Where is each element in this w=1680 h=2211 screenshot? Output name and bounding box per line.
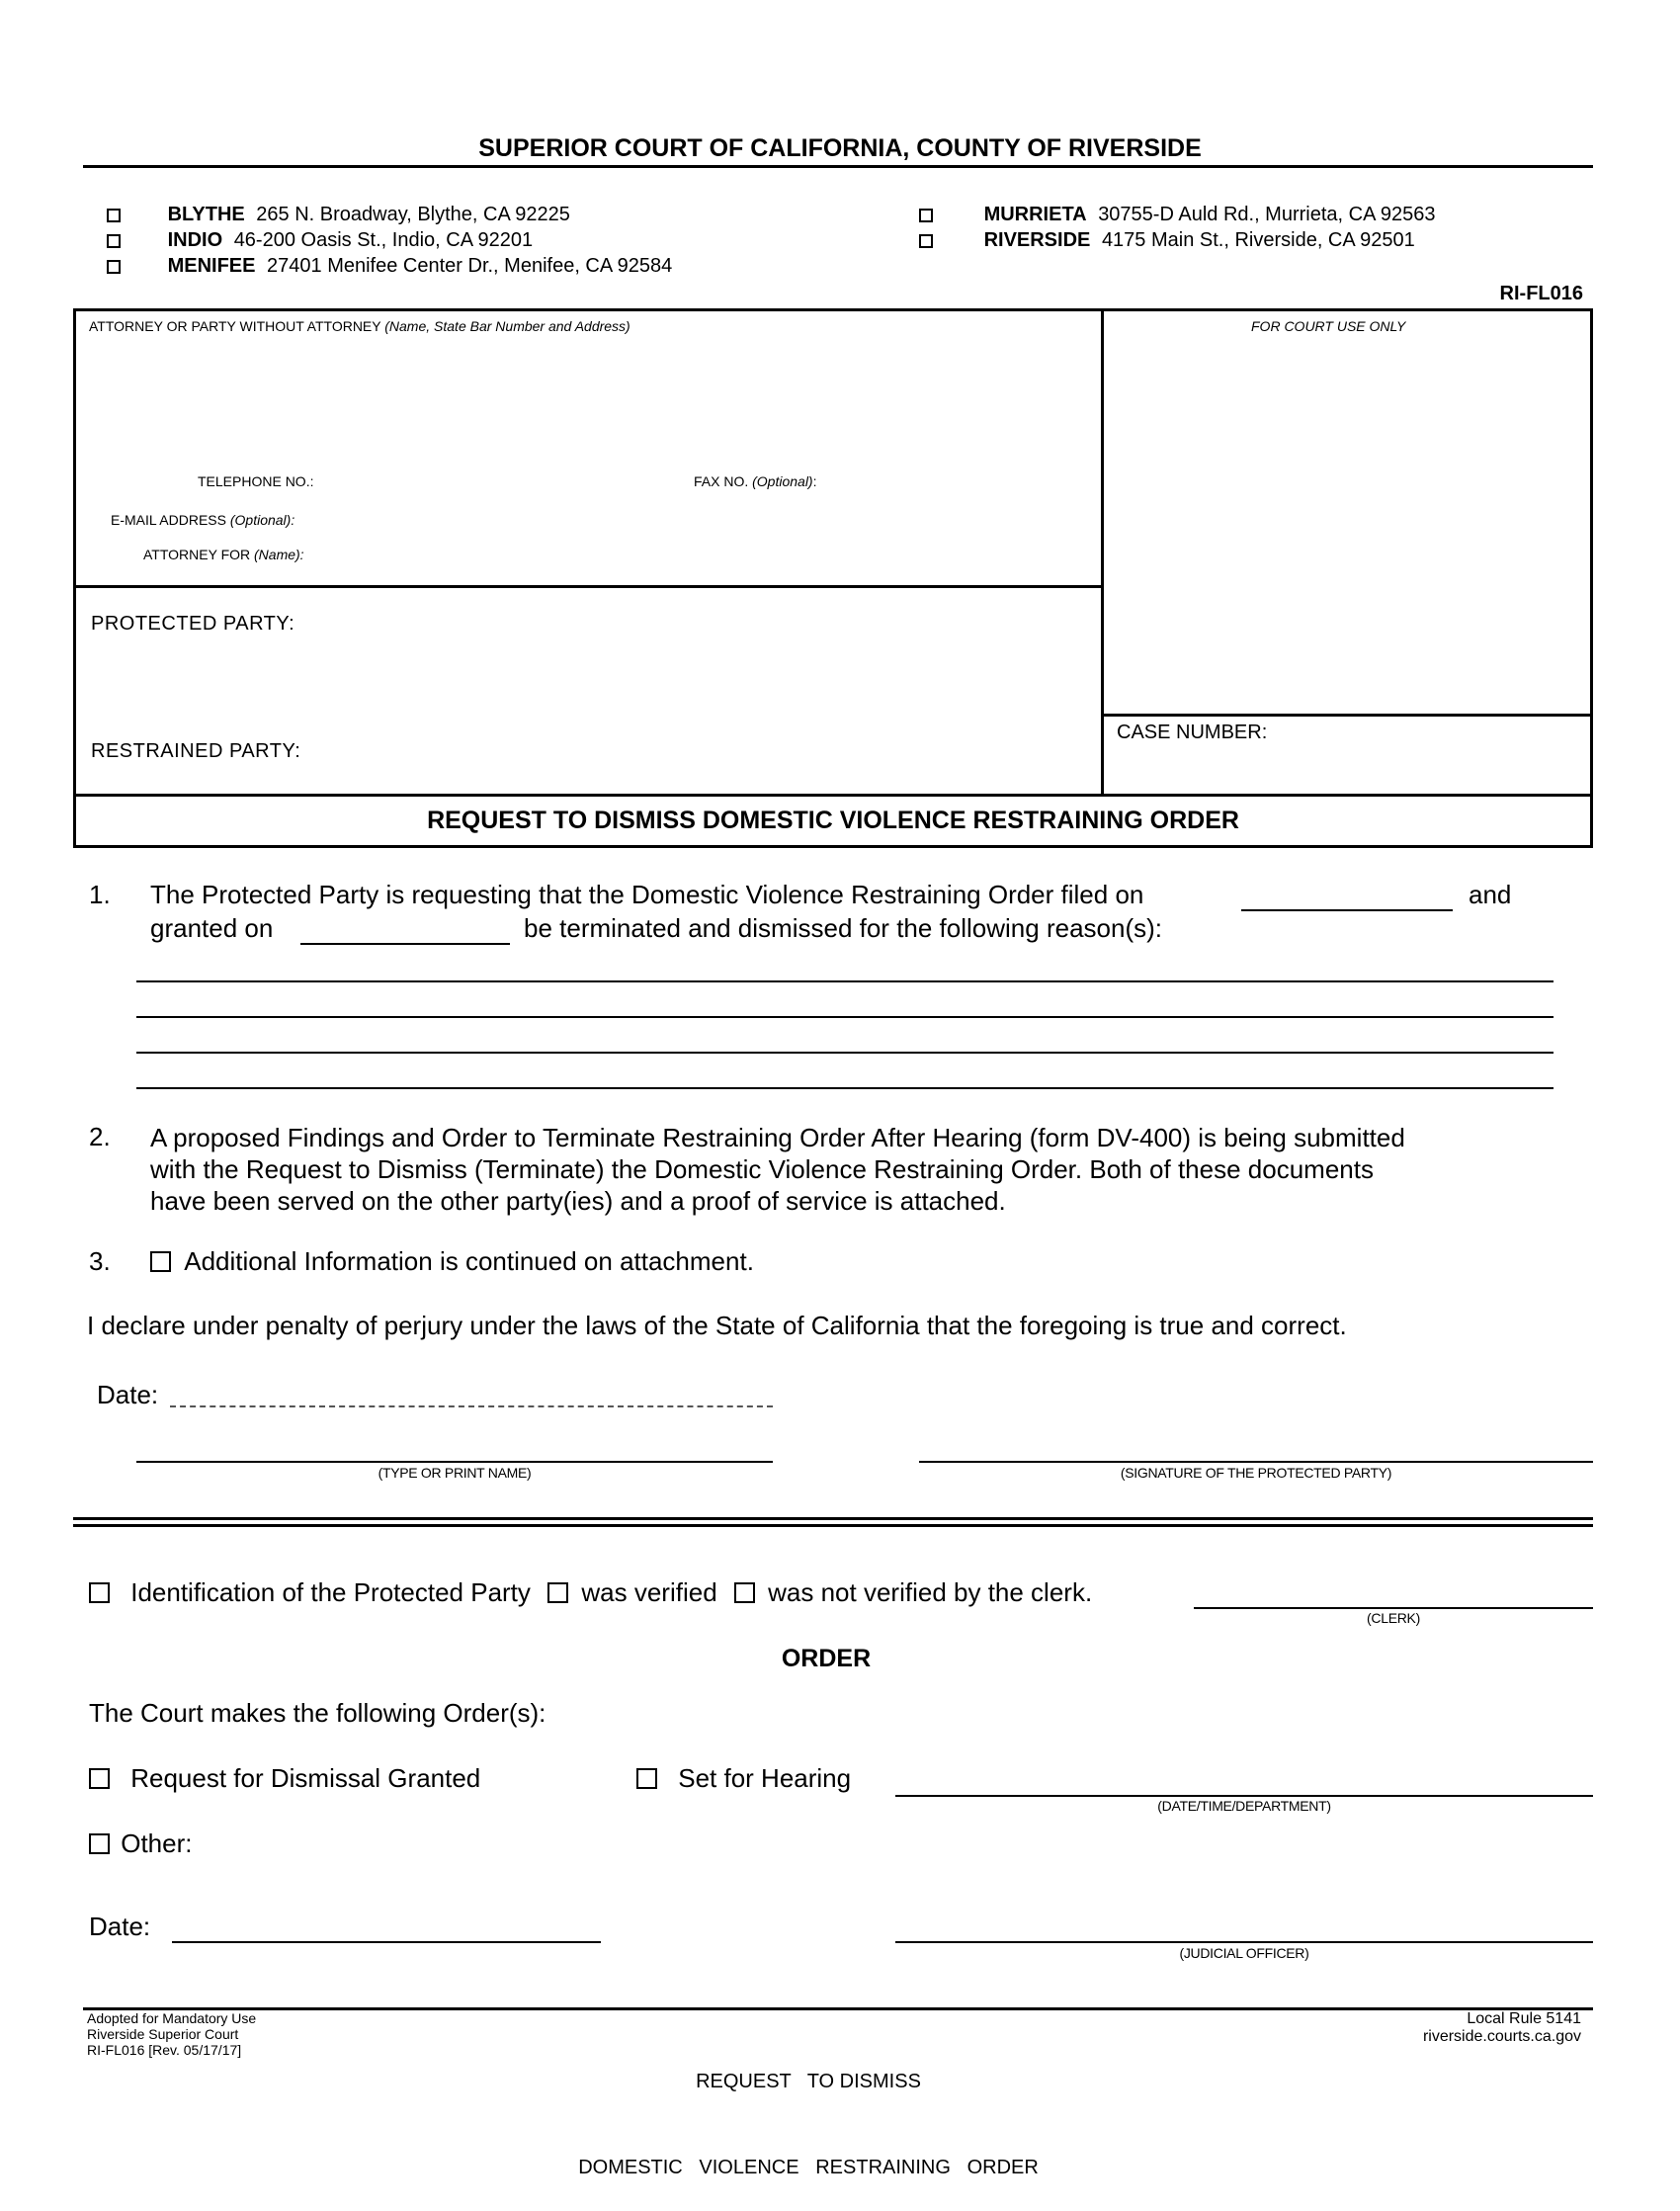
attorney-for-label: ATTORNEY FOR (Name): xyxy=(143,547,304,562)
was-not-verified-text: was not verified by the clerk. xyxy=(768,1577,1093,1607)
protected-party-label: PROTECTED PARTY: xyxy=(91,613,295,635)
identification-text: Identification of the Protected Party xyxy=(130,1577,531,1607)
footer-right: Local Rule 5141 riverside.courts.ca.gov xyxy=(1422,2010,1581,2045)
header-rule xyxy=(83,165,1593,168)
was-not-verified-checkbox[interactable] xyxy=(734,1582,755,1603)
item1-text-a: The Protected Party is requesting that the Domestic Violence Restraining Order filed on xyxy=(150,880,1144,909)
other-text: Other: xyxy=(121,1828,193,1858)
location-riverside xyxy=(919,227,1436,253)
section-divider xyxy=(73,1524,1593,1527)
order-date-line[interactable] xyxy=(172,1941,601,1943)
location-name: MURRIETA xyxy=(983,204,1087,225)
location-list-left xyxy=(107,202,672,279)
item3-row xyxy=(150,1246,754,1277)
footer-left: Adopted for Mandatory Use Riverside Superior Court RI-FL016 [Rev. 05/17/17] xyxy=(87,2010,257,2058)
declaration: I declare under penalty of perjury under the laws of the State of California that the foregoing is true and correct. xyxy=(87,1311,1347,1340)
set-hearing-checkbox[interactable] xyxy=(636,1768,657,1789)
identification-checkbox[interactable] xyxy=(89,1582,110,1603)
indio-checkbox[interactable] xyxy=(107,234,121,248)
dismissal-granted-checkbox[interactable] xyxy=(89,1768,110,1789)
case-number-label: CASE NUMBER: xyxy=(1117,722,1268,743)
filed-on-line[interactable] xyxy=(1241,909,1453,911)
location-list-right xyxy=(919,202,1436,253)
judicial-officer-line[interactable] xyxy=(895,1941,1593,1943)
telephone-label: TELEPHONE NO.: xyxy=(198,473,314,489)
form-title: REQUEST TO DISMISS DOMESTIC VIOLENCE RESTRAINING ORDER xyxy=(427,807,1239,834)
order-heading: ORDER xyxy=(781,1645,872,1672)
riverside-checkbox[interactable] xyxy=(919,234,933,248)
item1-granted-on: granted on xyxy=(150,913,274,943)
case-number-rule xyxy=(1101,714,1593,717)
caption-box xyxy=(73,308,1593,848)
location-address: 27401 Menifee Center Dr., Menifee, CA 92584 xyxy=(267,255,673,277)
was-verified-checkbox[interactable] xyxy=(547,1582,568,1603)
footer-center: REQUEST TO DISMISS DOMESTIC VIOLENCE RESTRAINING ORDER xyxy=(578,2071,1039,2178)
location-address: 265 N. Broadway, Blythe, CA 92225 xyxy=(256,204,570,225)
granted-on-line[interactable] xyxy=(300,943,510,945)
item1-text-c: be terminated and dismissed for the following reason(s): xyxy=(524,913,1162,943)
hearing-date-line[interactable] xyxy=(895,1795,1593,1797)
location-indio xyxy=(107,227,672,253)
item2-number: 2. xyxy=(89,1122,111,1151)
title-rule xyxy=(73,794,1593,797)
order-intro: The Court makes the following Order(s): xyxy=(89,1698,546,1728)
location-name: MENIFEE xyxy=(167,255,256,277)
court-use-label: FOR COURT USE ONLY xyxy=(1251,318,1406,334)
type-print-name-caption: (TYPE OR PRINT NAME) xyxy=(378,1465,532,1481)
fax-label: FAX NO. (Optional): xyxy=(694,473,817,489)
item2-text: A proposed Findings and Order to Terminate Restraining Order After Hearing (form DV-400) is being submitted with the Request to Dismiss (Terminate) the Domestic Violence Restraining Order. Both of these documents have been served on the other party(ies) and a proof of service is attached. xyxy=(150,1123,1405,1216)
reason-line[interactable] xyxy=(136,1052,1554,1054)
reason-line[interactable] xyxy=(136,1016,1554,1018)
date-time-department-caption: (DATE/TIME/DEPARTMENT) xyxy=(1157,1798,1331,1814)
section-divider xyxy=(73,1517,1593,1520)
email-label: E-MAIL ADDRESS (Optional): xyxy=(111,512,295,528)
location-menifee xyxy=(107,253,672,279)
was-verified-text: was verified xyxy=(581,1577,717,1607)
location-address: 4175 Main St., Riverside, CA 92501 xyxy=(1101,229,1415,251)
court-title: SUPERIOR COURT OF CALIFORNIA, COUNTY OF RIVERSIDE xyxy=(478,134,1202,162)
clerk-caption: (CLERK) xyxy=(1367,1610,1420,1626)
judicial-officer-caption: (JUDICIAL OFFICER) xyxy=(1179,1945,1309,1961)
item3-number: 3. xyxy=(89,1246,111,1276)
murrieta-checkbox[interactable] xyxy=(919,209,933,222)
clerk-verification-row xyxy=(89,1577,1092,1608)
set-hearing-row xyxy=(636,1763,851,1794)
menifee-checkbox[interactable] xyxy=(107,260,121,274)
dismissal-granted-row xyxy=(89,1763,480,1794)
form-id: RI-FL016 xyxy=(1499,283,1583,304)
reason-line[interactable] xyxy=(136,1087,1554,1089)
restrained-party-label: RESTRAINED PARTY: xyxy=(91,740,301,762)
location-name: RIVERSIDE xyxy=(983,229,1091,251)
reason-line[interactable] xyxy=(136,980,1554,982)
set-hearing-text: Set for Hearing xyxy=(678,1763,852,1793)
blythe-checkbox[interactable] xyxy=(107,209,121,222)
location-address: 46-200 Oasis St., Indio, CA 92201 xyxy=(233,229,534,251)
order-date-label: Date: xyxy=(89,1912,151,1941)
signature-caption: (SIGNATURE OF THE PROTECTED PARTY) xyxy=(1120,1465,1392,1481)
date-field[interactable] xyxy=(170,1405,773,1407)
location-address: 30755-D Auld Rd., Murrieta, CA 92563 xyxy=(1098,204,1436,225)
item1-number: 1. xyxy=(89,880,111,909)
item3-text: Additional Information is continued on attachment. xyxy=(184,1246,754,1276)
other-checkbox[interactable] xyxy=(89,1833,110,1854)
signature-line[interactable] xyxy=(919,1461,1593,1463)
item1-and: and xyxy=(1469,880,1512,909)
attachment-checkbox[interactable] xyxy=(150,1251,171,1272)
print-name-line[interactable] xyxy=(136,1461,773,1463)
location-name: INDIO xyxy=(167,229,223,251)
other-row xyxy=(89,1828,192,1859)
attorney-section-rule xyxy=(73,585,1103,588)
location-name: BLYTHE xyxy=(167,204,245,225)
clerk-line[interactable] xyxy=(1194,1607,1593,1609)
caption-divider xyxy=(1101,308,1104,796)
location-murrieta xyxy=(919,202,1436,227)
location-blythe xyxy=(107,202,672,227)
date-label: Date: xyxy=(97,1380,159,1409)
attorney-label: ATTORNEY OR PARTY WITHOUT ATTORNEY (Name, State Bar Number and Address) xyxy=(89,318,630,334)
dismissal-granted-text: Request for Dismissal Granted xyxy=(130,1763,481,1793)
